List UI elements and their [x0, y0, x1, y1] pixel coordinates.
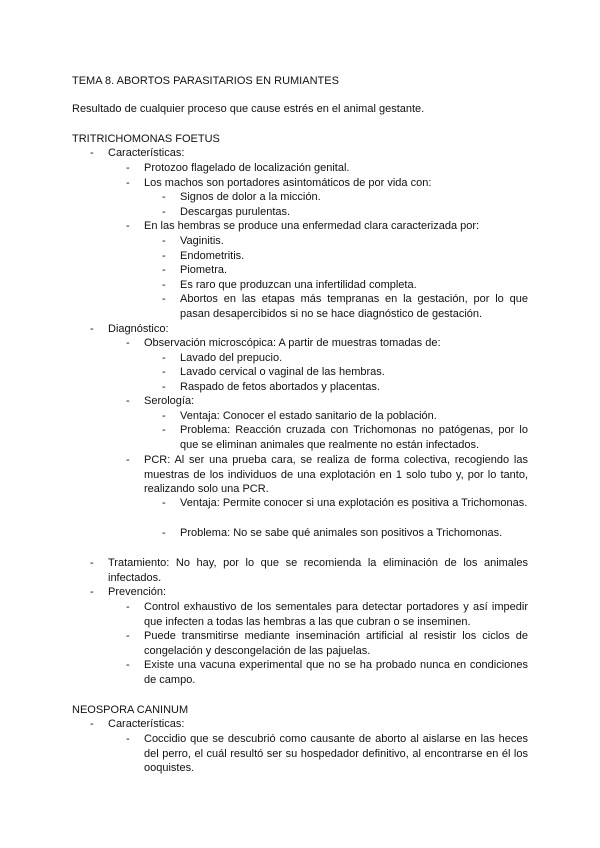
document-title: TEMA 8. ABORTOS PARASITARIOS EN RUMIANTES — [72, 75, 339, 87]
list-item: - Prevención: — [108, 585, 528, 600]
list-item: - Lavado del prepucio. — [180, 351, 528, 366]
list-item: - Existe una vacuna experimental que no se ha probado nunca en condiciones de campo. — [144, 658, 528, 687]
list-item: - Los machos son portadores asintomáticos de por vida con: — [144, 176, 528, 191]
list-item: - Características: — [108, 717, 528, 732]
list-item: - PCR: Al ser una prueba cara, se realiza de forma colectiva, recogiendo las muestras de los individuos de una explotación en 1 solo tubo y, por lo tanto, realizando solo una PCR. — [144, 453, 528, 497]
list-item: - Problema: No se sabe qué animales son positivos a Trichomonas. — [180, 526, 528, 541]
list-item: - Es raro que produzcan una infertilidad completa. — [180, 278, 528, 293]
list-item: - Piometra. — [180, 263, 528, 278]
intro-paragraph: Resultado de cualquier proceso que cause estrés en el animal gestante. — [72, 103, 425, 115]
list-item: - Diagnóstico: — [108, 322, 528, 337]
list-item: - Vaginitis. — [180, 234, 528, 249]
list-item: - Ventaja: Permite conocer si una explotación es positiva a Trichomonas. — [180, 496, 528, 511]
list-item: - Control exhaustivo de los sementales para detectar portadores y así impedir que infecten a todas las hembras a las que cubran o se inseminen. — [144, 600, 528, 629]
list-item: - En las hembras se produce una enfermedad clara caracterizada por: — [144, 219, 528, 234]
list-item: - Puede transmitirse mediante inseminación artificial al resistir los ciclos de congelación y descongelación de las pajuelas. — [144, 629, 528, 658]
list-item: - Características: — [108, 146, 528, 161]
section-heading-neospora: NEOSPORA CANINUM — [72, 704, 189, 716]
list-item: - Ventaja: Conocer el estado sanitario de la población. — [180, 409, 528, 424]
list-item: - Abortos en las etapas más tempranas en la gestación, por lo que pasan desapercibidos si no se hace diagnóstico de gestación. — [180, 292, 528, 321]
list-item: - Signos de dolor a la micción. — [180, 190, 528, 205]
list-item: - Tratamiento: No hay, por lo que se recomienda la eliminación de los animales infectados. — [108, 556, 528, 585]
list-item: - Coccidio que se descubrió como causante de aborto al aislarse en las heces del perro, el cuál resultó ser su hospedador definitivo, al encontrarse en él los ooquistes. — [144, 732, 528, 776]
list-item: - Protozoo flagelado de localización genital. — [144, 161, 528, 176]
list-item: - Endometritis. — [180, 249, 528, 264]
list-item: - Observación microscópica: A partir de muestras tomadas de: — [144, 336, 528, 351]
section-heading-tritrichomonas: TRITRICHOMONAS FOETUS — [72, 133, 220, 145]
list-item: - Problema: Reacción cruzada con Trichomonas no patógenas, por lo que se eliminan animales que realmente no están infectados. — [180, 423, 528, 452]
list-item: - Serología: — [144, 394, 528, 409]
list-item: - Raspado de fetos abortados y placentas. — [180, 380, 528, 395]
list-item: - Descargas purulentas. — [180, 205, 528, 220]
list-item: - Lavado cervical o vaginal de las hembras. — [180, 365, 528, 380]
